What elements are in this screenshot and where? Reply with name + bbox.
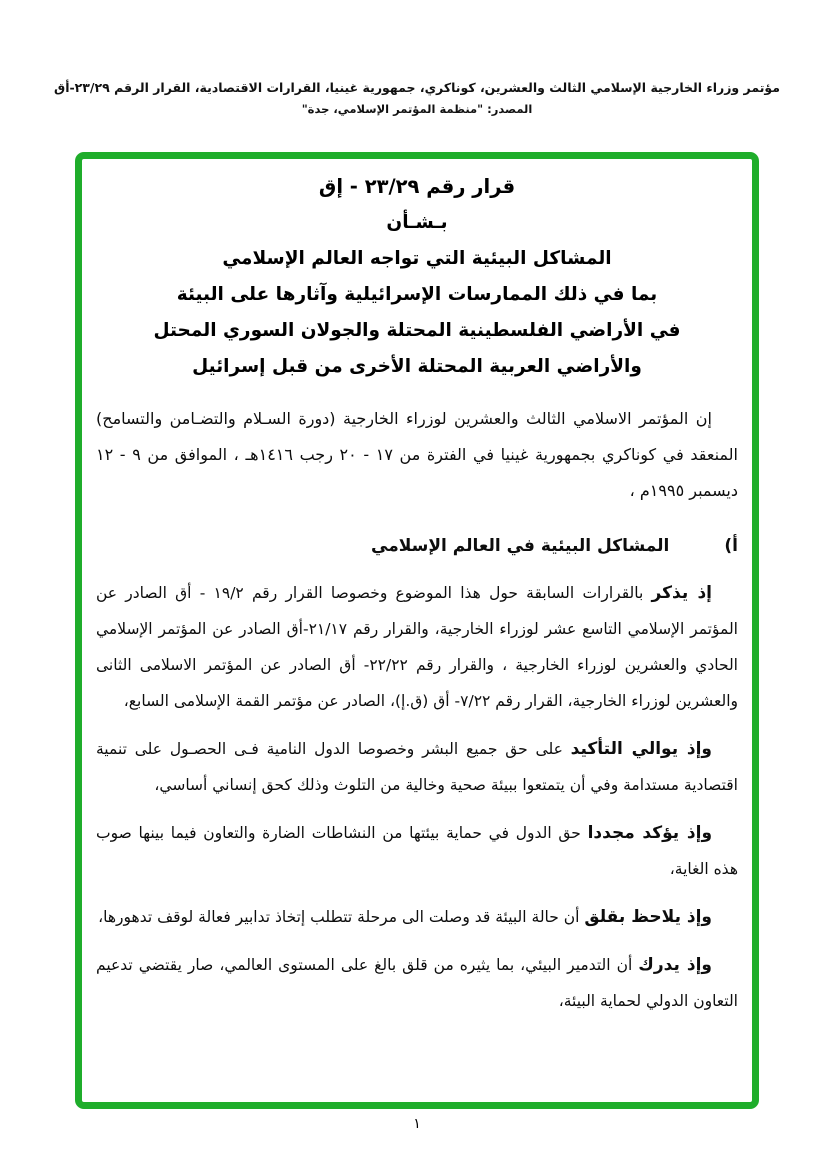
header-publisher-line: المصدر: "منظمة المؤتمر الإسلامي، جدة" xyxy=(301,102,533,116)
resolution-regarding-line: بـشـأن xyxy=(386,212,448,233)
resolution-subject-line-4: والأراضي العربية المحتلة الأخرى من قبل إسرائيل xyxy=(192,356,642,377)
resolution-subject-line-1: المشاكل البيئية التي تواجه العالم الإسلامي xyxy=(222,248,612,269)
section-marker: أ) xyxy=(724,536,738,556)
resolution-subject-line-2: بما في ذلك الممارسات الإسرائيلية وآثارها على البيئة xyxy=(176,284,658,305)
resolution-number-line: قرار رقم ٢٣/٢٩ - إق xyxy=(318,175,516,198)
paragraph-lead: إذ يذكر xyxy=(651,583,712,603)
section-title: المشاكل البيئية في العالم الإسلامي xyxy=(371,536,670,556)
paragraph-lead: وإذ يلاحظ بقلق xyxy=(584,907,712,927)
paragraph-text: أن التدمير البيئي، بما يثيره من قلق بالغ على المستوى العالمي، صار يقتضي تدعيم التعاون الدولي لحماية البيئة، xyxy=(96,956,738,1010)
paragraph-lead: وإذ يوالي التأكيد xyxy=(570,739,712,759)
preamble-paragraph xyxy=(96,815,738,887)
resolution-intro-paragraph: إن المؤتمر الاسلامي الثالث والعشرين لوزراء الخارجية (دورة السـلام والتضـامن والتسامح) المنعقد في كوناكري بجمهورية غينيا في الفترة من ١٧ - ٢٠ رجب ١٤١٦هـ ، الموافق من ٩ - ١٢ ديسمبر ١٩٩٥م ، xyxy=(96,409,739,500)
resolution-title-block xyxy=(96,169,738,385)
resolution-green-frame xyxy=(75,152,759,1109)
preamble-paragraph xyxy=(96,947,738,1019)
header-source-line: مؤتمر وزراء الخارجية الإسلامي الثالث والعشرين، كوناكري، جمهورية غينيا، القرارات الاقتصادية، القرار الرقم ٢٣/٢٩-أق xyxy=(54,80,780,95)
page-number: ١ xyxy=(413,1116,421,1132)
section-heading xyxy=(96,529,738,563)
preamble-paragraph xyxy=(96,575,738,719)
preamble-paragraph xyxy=(96,731,738,803)
preamble-paragraph xyxy=(96,899,738,935)
paragraph-lead: وإذ يدرك xyxy=(638,955,712,975)
paragraph-text: على حق جميع البشر وخصوصا الدول النامية فـى الحصـول على تنمية اقتصادية مستدامة وفي أن يتمتعوا ببيئة صحية وخالية من التلوث وذلك كحق إنساني أساسي، xyxy=(96,740,738,794)
paragraph-lead: وإذ يؤكد مجددا xyxy=(587,823,713,843)
document-header xyxy=(40,80,794,116)
paragraph-text: حق الدول في حماية بيئتها من النشاطات الضارة والتعاون فيما بينها صوب هذه الغاية، xyxy=(96,824,738,878)
resolution-subject-line-3: في الأراضي الفلسطينية المحتلة والجولان السوري المحتل xyxy=(153,320,681,341)
paragraph-text: أن حالة البيئة قد وصلت الى مرحلة تتطلب إتخاذ تدابير فعالة لوقف تدهورها، xyxy=(98,908,585,926)
paragraph-text: بالقرارات السابقة حول هذا الموضوع وخصوصا القرار رقم ١٩/٢ - أق الصادر عن المؤتمر الإسلامي التاسع عشر لوزراء الخارجية، والقرار رقم ٢١/١٧-أق الصادر عن المؤتمر الإسلامي الحادي والعشرين لوزراء الخارجية ، والقرار رقم ٢٢/٢٢- أق الصادر عن المؤتمر الاسلامى الثانى والعشرين لوزراء الخارجية، القرار رقم ٧/٢٢- أق (ق.إ)، الصادر عن مؤتمر القمة الإسلامى السابع، xyxy=(96,584,738,710)
